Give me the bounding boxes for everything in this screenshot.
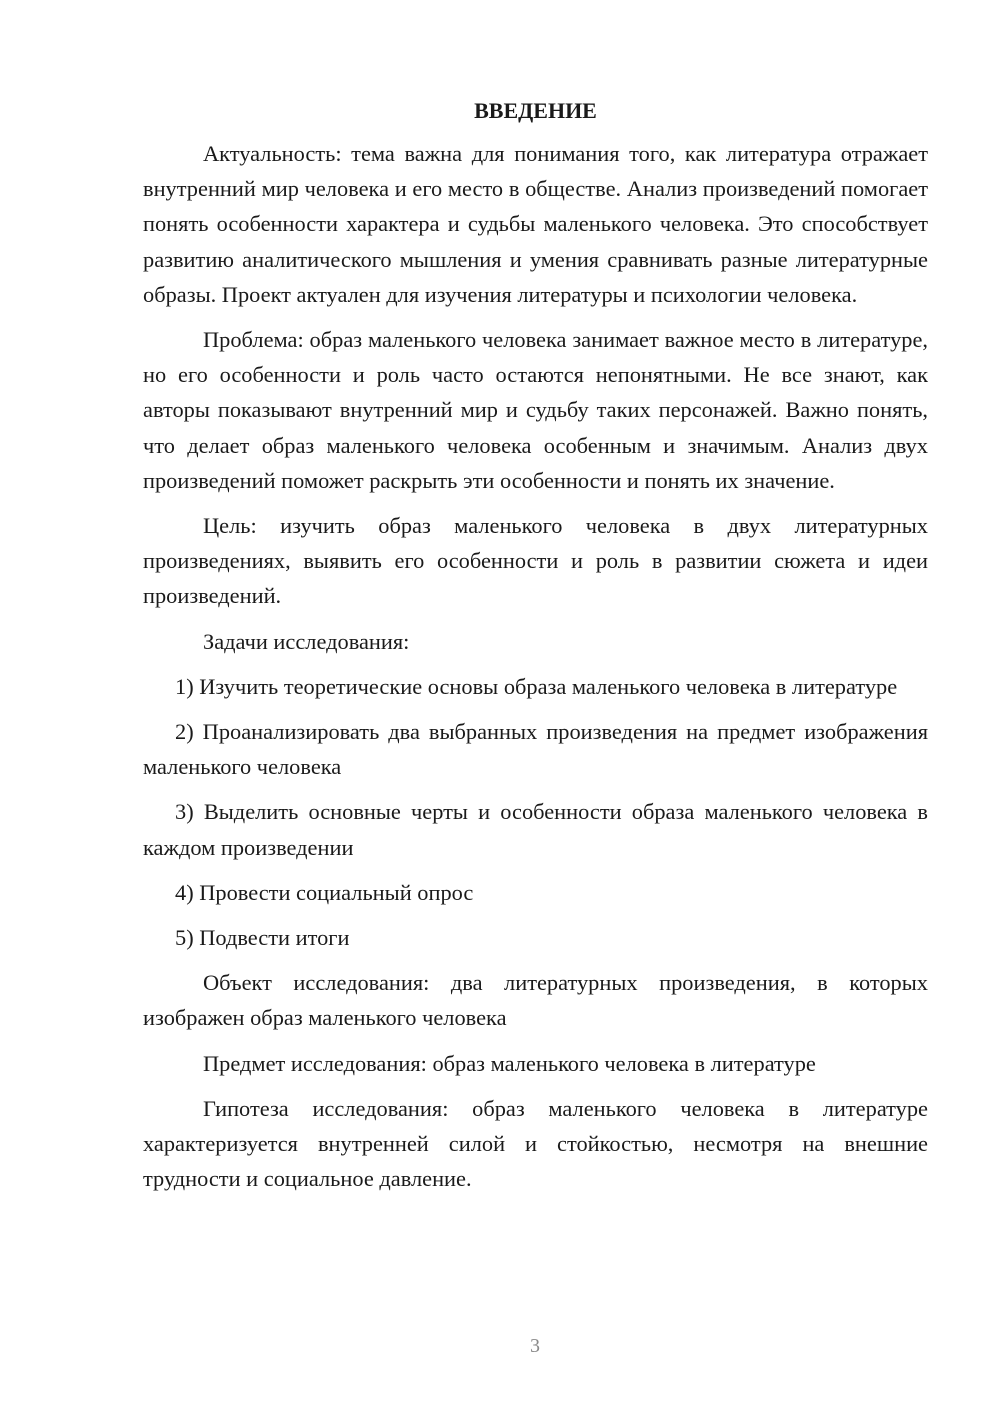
page-number: 3 [530, 1335, 540, 1357]
hypothesis-paragraph: Гипотеза исследования: образ маленького человека в литературе характеризуется внутренней силой и стойкостью, несмотря на внешние трудности и социальное давление. [143, 1095, 928, 1192]
section-title: ВВЕДЕНИЕ [474, 98, 597, 123]
relevance-paragraph: Актуальность: тема важна для понимания того, как литература отражает внутренний мир человека и его место в обществе. Анализ произведений помогает понять особенности характера и судьбы маленького человека. Это способствует развитию аналитического мышления и умения сравнивать разные литературные образы. Проект актуален для изучения литературы и психологии человека. [143, 141, 928, 307]
subject-paragraph: Предмет исследования: образ маленького человека в литературе [203, 1050, 816, 1076]
task-item-1: 1) Изучить теоретические основы образа маленького человека в литературе [175, 673, 898, 699]
task-item-2: 2) Проанализировать два выбранных произведения на предмет изображения маленького человека [143, 719, 928, 780]
task-item-3: 3) Выделить основные черты и особенности образа маленького человека в каждом произведении [143, 799, 928, 860]
object-paragraph: Объект исследования: два литературных произведения, в которых изображен образ маленького человека [143, 970, 928, 1031]
goal-paragraph: Цель: изучить образ маленького человека в двух литературных произведениях, выявить его особенности и роль в развитии сюжета и идеи произведений. [143, 513, 928, 609]
task-item-4: 4) Провести социальный опрос [175, 879, 474, 905]
problem-paragraph: Проблема: образ маленького человека занимает важное место в литературе, но его особенности и роль часто остаются непонятными. Не все знают, как авторы показывают внутренний мир и судьбу таких персонажей. Важно понять, что делает образ маленького человека особенным и значимым. Анализ двух произведений поможет раскрыть эти особенности и понять их значение. [143, 327, 928, 493]
document-page [143, 96, 928, 1196]
task-item-5: 5) Подвести итоги [175, 925, 350, 951]
tasks-heading: Задачи исследования: [203, 628, 410, 654]
